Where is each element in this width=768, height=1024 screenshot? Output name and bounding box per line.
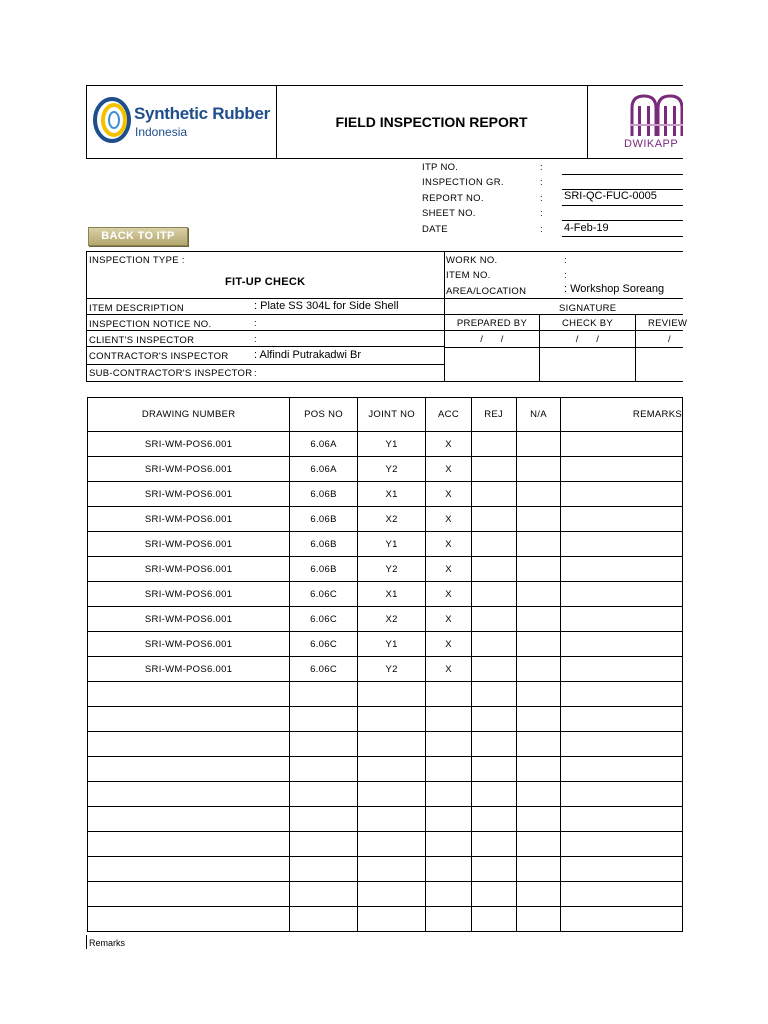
cell-joint-no: X2 bbox=[357, 507, 426, 532]
cell-rej bbox=[471, 682, 516, 707]
inspection-notice-label: INSPECTION NOTICE NO. bbox=[89, 319, 212, 330]
contractor-inspector-value: : Alfindi Putrakadwi Br bbox=[254, 349, 361, 361]
cell-pos-no: 6.06C bbox=[290, 632, 358, 657]
cell-drawing-number bbox=[88, 682, 290, 707]
table-row bbox=[88, 682, 683, 707]
cell-na bbox=[516, 707, 561, 732]
cell-remarks bbox=[561, 632, 683, 657]
cell-rej bbox=[471, 557, 516, 582]
cell-joint-no: X2 bbox=[357, 607, 426, 632]
cell-remarks bbox=[561, 682, 683, 707]
cell-acc: X bbox=[426, 457, 471, 482]
cell-joint-no bbox=[357, 732, 426, 757]
cell-rej bbox=[471, 532, 516, 557]
col-drawing-number: DRAWING NUMBER bbox=[88, 398, 290, 432]
cell-joint-no: Y1 bbox=[357, 432, 426, 457]
cell-na bbox=[516, 782, 561, 807]
cell-pos-no bbox=[290, 707, 358, 732]
inspection-type-value: FIT-UP CHECK bbox=[225, 276, 306, 288]
cell-acc bbox=[426, 857, 471, 882]
cell-drawing-number: SRI-WM-POS6.001 bbox=[88, 457, 290, 482]
cell-remarks bbox=[561, 482, 683, 507]
cell-na bbox=[516, 757, 561, 782]
cell-remarks bbox=[561, 782, 683, 807]
work-no-value: : bbox=[564, 255, 567, 266]
cell-remarks bbox=[561, 607, 683, 632]
report-no-value: SRI-QC-FUC-0005 bbox=[564, 190, 657, 202]
cell-na bbox=[516, 682, 561, 707]
cell-na bbox=[516, 732, 561, 757]
cell-remarks bbox=[561, 757, 683, 782]
table-row bbox=[88, 757, 683, 782]
cell-na bbox=[516, 607, 561, 632]
table-row bbox=[88, 482, 683, 507]
cell-joint-no: Y2 bbox=[357, 657, 426, 682]
cell-na bbox=[516, 857, 561, 882]
cell-drawing-number: SRI-WM-POS6.001 bbox=[88, 632, 290, 657]
cell-pos-no: 6.06C bbox=[290, 657, 358, 682]
cell-pos-no: 6.06C bbox=[290, 607, 358, 632]
cell-pos-no bbox=[290, 907, 358, 932]
cell-na bbox=[516, 582, 561, 607]
cell-drawing-number bbox=[88, 882, 290, 907]
prepared-date: / / bbox=[480, 334, 504, 345]
cell-pos-no bbox=[290, 757, 358, 782]
cell-acc bbox=[426, 757, 471, 782]
cell-rej bbox=[471, 757, 516, 782]
cell-joint-no bbox=[357, 707, 426, 732]
sub-contractor-inspector-value: : bbox=[254, 368, 257, 379]
cell-rej bbox=[471, 482, 516, 507]
cell-acc: X bbox=[426, 482, 471, 507]
table-row bbox=[88, 882, 683, 907]
report-no-colon: : bbox=[540, 193, 543, 204]
cell-drawing-number: SRI-WM-POS6.001 bbox=[88, 582, 290, 607]
cell-drawing-number: SRI-WM-POS6.001 bbox=[88, 657, 290, 682]
cell-acc bbox=[426, 832, 471, 857]
col-na: N/A bbox=[516, 398, 561, 432]
cell-joint-no bbox=[357, 807, 426, 832]
cell-acc: X bbox=[426, 582, 471, 607]
sheet-no-colon: : bbox=[540, 208, 543, 219]
cell-drawing-number bbox=[88, 832, 290, 857]
cell-drawing-number bbox=[88, 707, 290, 732]
cell-pos-no: 6.06A bbox=[290, 457, 358, 482]
cell-remarks bbox=[561, 557, 683, 582]
cell-rej bbox=[471, 507, 516, 532]
cell-remarks bbox=[561, 882, 683, 907]
cell-acc: X bbox=[426, 432, 471, 457]
page-title: FIELD INSPECTION REPORT bbox=[335, 114, 528, 130]
cell-na bbox=[516, 532, 561, 557]
cell-drawing-number bbox=[88, 782, 290, 807]
cell-drawing-number: SRI-WM-POS6.001 bbox=[88, 507, 290, 532]
review-label: REVIEW bbox=[648, 318, 688, 329]
table-row bbox=[88, 582, 683, 607]
col-pos-no: POS NO bbox=[290, 398, 358, 432]
cell-acc: X bbox=[426, 557, 471, 582]
cell-joint-no bbox=[357, 682, 426, 707]
cell-acc: X bbox=[426, 657, 471, 682]
cell-acc bbox=[426, 682, 471, 707]
cell-remarks bbox=[561, 807, 683, 832]
cell-acc: X bbox=[426, 532, 471, 557]
logo-main-text: Synthetic Rubber bbox=[134, 104, 270, 123]
cell-na bbox=[516, 907, 561, 932]
cell-remarks bbox=[561, 907, 683, 932]
cell-acc bbox=[426, 907, 471, 932]
cell-remarks bbox=[561, 832, 683, 857]
client-inspector-value: : bbox=[254, 334, 257, 345]
remarks-footer-label: Remarks bbox=[89, 938, 126, 948]
cell-rej bbox=[471, 432, 516, 457]
table-row bbox=[88, 457, 683, 482]
cell-rej bbox=[471, 707, 516, 732]
cell-na bbox=[516, 632, 561, 657]
cell-joint-no bbox=[357, 782, 426, 807]
date-label: DATE bbox=[422, 224, 448, 235]
table-row bbox=[88, 807, 683, 832]
cell-rej bbox=[471, 457, 516, 482]
report-no-label: REPORT NO. bbox=[422, 193, 484, 204]
col-acc: ACC bbox=[426, 398, 471, 432]
cell-rej bbox=[471, 882, 516, 907]
cell-drawing-number: SRI-WM-POS6.001 bbox=[88, 607, 290, 632]
cell-drawing-number bbox=[88, 732, 290, 757]
cell-joint-no: X1 bbox=[357, 582, 426, 607]
review-date: / bbox=[668, 334, 671, 345]
itp-no-label: ITP NO. bbox=[422, 162, 459, 173]
cell-drawing-number bbox=[88, 757, 290, 782]
cell-acc bbox=[426, 882, 471, 907]
cell-na bbox=[516, 882, 561, 907]
back-to-itp-button[interactable]: BACK TO ITP bbox=[88, 227, 188, 246]
sheet-no-label: SHEET NO. bbox=[422, 208, 476, 219]
item-no-label: ITEM NO. bbox=[446, 270, 491, 281]
cell-pos-no: 6.06B bbox=[290, 507, 358, 532]
cell-remarks bbox=[561, 457, 683, 482]
cell-rej bbox=[471, 857, 516, 882]
cell-joint-no bbox=[357, 882, 426, 907]
dwikapp-text: DWIKAPP bbox=[624, 138, 679, 150]
client-inspector-label: CLIENT'S INSPECTOR bbox=[89, 335, 195, 346]
cell-joint-no: X1 bbox=[357, 482, 426, 507]
cell-joint-no: Y2 bbox=[357, 557, 426, 582]
cell-na bbox=[516, 807, 561, 832]
prepared-by-label: PREPARED BY bbox=[456, 318, 528, 329]
table-row bbox=[88, 507, 683, 532]
cell-rej bbox=[471, 907, 516, 932]
cell-rej bbox=[471, 632, 516, 657]
cell-na bbox=[516, 432, 561, 457]
table-row bbox=[88, 907, 683, 932]
cell-drawing-number: SRI-WM-POS6.001 bbox=[88, 532, 290, 557]
cell-pos-no bbox=[290, 782, 358, 807]
col-joint-no: JOINT NO bbox=[357, 398, 426, 432]
item-description-value: : Plate SS 304L for Side Shell bbox=[254, 300, 399, 312]
cell-pos-no bbox=[290, 857, 358, 882]
cell-joint-no: Y1 bbox=[357, 632, 426, 657]
table-row bbox=[88, 857, 683, 882]
cell-rej bbox=[471, 732, 516, 757]
cell-pos-no: 6.06B bbox=[290, 532, 358, 557]
cell-remarks bbox=[561, 582, 683, 607]
cell-acc: X bbox=[426, 507, 471, 532]
table-row bbox=[88, 607, 683, 632]
table-row bbox=[88, 782, 683, 807]
cell-drawing-number: SRI-WM-POS6.001 bbox=[88, 432, 290, 457]
table-row bbox=[88, 707, 683, 732]
cell-na bbox=[516, 557, 561, 582]
cell-na bbox=[516, 832, 561, 857]
cell-pos-no bbox=[290, 882, 358, 907]
itp-no-colon: : bbox=[540, 162, 543, 173]
cell-drawing-number bbox=[88, 807, 290, 832]
cell-acc bbox=[426, 732, 471, 757]
date-value: 4-Feb-19 bbox=[564, 222, 609, 234]
cell-remarks bbox=[561, 857, 683, 882]
cell-pos-no bbox=[290, 682, 358, 707]
cell-remarks bbox=[561, 532, 683, 557]
area-location-label: AREA/LOCATION bbox=[446, 286, 527, 297]
cell-acc bbox=[426, 707, 471, 732]
cell-na bbox=[516, 457, 561, 482]
cell-joint-no bbox=[357, 907, 426, 932]
inspection-gr-label: INSPECTION GR. bbox=[422, 177, 504, 188]
sub-contractor-inspector-label: SUB-CONTRACTOR'S INSPECTOR bbox=[89, 368, 253, 379]
inspection-notice-value: : bbox=[254, 318, 257, 329]
cell-rej bbox=[471, 832, 516, 857]
inspection-gr-colon: : bbox=[540, 177, 543, 188]
table-row bbox=[88, 657, 683, 682]
cell-drawing-number: SRI-WM-POS6.001 bbox=[88, 482, 290, 507]
cell-remarks bbox=[561, 732, 683, 757]
cell-remarks bbox=[561, 432, 683, 457]
item-description-label: ITEM DESCRIPTION bbox=[89, 303, 185, 314]
cell-pos-no bbox=[290, 807, 358, 832]
cell-joint-no: Y1 bbox=[357, 532, 426, 557]
cell-na bbox=[516, 482, 561, 507]
check-by-label: CHECK BY bbox=[562, 318, 613, 329]
cell-pos-no: 6.06A bbox=[290, 432, 358, 457]
cell-rej bbox=[471, 782, 516, 807]
table-row bbox=[88, 732, 683, 757]
table-row bbox=[88, 532, 683, 557]
area-location-value: : Workshop Soreang bbox=[564, 283, 665, 295]
cell-acc: X bbox=[426, 607, 471, 632]
cell-drawing-number bbox=[88, 857, 290, 882]
cell-pos-no: 6.06C bbox=[290, 582, 358, 607]
cell-joint-no: Y2 bbox=[357, 457, 426, 482]
cell-na bbox=[516, 657, 561, 682]
table-row bbox=[88, 632, 683, 657]
cell-pos-no bbox=[290, 732, 358, 757]
cell-acc: X bbox=[426, 632, 471, 657]
cell-remarks bbox=[561, 707, 683, 732]
col-rej: REJ bbox=[471, 398, 516, 432]
cell-pos-no: 6.06B bbox=[290, 482, 358, 507]
cell-pos-no bbox=[290, 832, 358, 857]
cell-acc bbox=[426, 782, 471, 807]
cell-drawing-number: SRI-WM-POS6.001 bbox=[88, 557, 290, 582]
cell-pos-no: 6.06B bbox=[290, 557, 358, 582]
cell-joint-no bbox=[357, 832, 426, 857]
table-row bbox=[88, 557, 683, 582]
cell-rej bbox=[471, 657, 516, 682]
cell-na bbox=[516, 507, 561, 532]
inspection-type-label: INSPECTION TYPE : bbox=[89, 255, 185, 266]
contractor-inspector-label: CONTRACTOR'S INSPECTOR bbox=[89, 351, 229, 362]
cell-acc bbox=[426, 807, 471, 832]
inspection-table bbox=[87, 397, 683, 932]
cell-drawing-number bbox=[88, 907, 290, 932]
cell-rej bbox=[471, 607, 516, 632]
table-row bbox=[88, 432, 683, 457]
date-colon: : bbox=[540, 224, 543, 235]
logo-sub-text: Indonesia bbox=[135, 125, 188, 139]
cell-joint-no bbox=[357, 757, 426, 782]
table-header-row bbox=[88, 398, 683, 432]
cell-remarks bbox=[561, 657, 683, 682]
cell-remarks bbox=[561, 507, 683, 532]
cell-rej bbox=[471, 807, 516, 832]
check-date: / / bbox=[575, 334, 600, 345]
cell-joint-no bbox=[357, 857, 426, 882]
item-no-value: : bbox=[564, 270, 567, 281]
cell-rej bbox=[471, 582, 516, 607]
work-no-label: WORK NO. bbox=[446, 255, 498, 266]
col-remarks: REMARKS bbox=[561, 398, 683, 432]
signature-title: SIGNATURE bbox=[559, 303, 617, 314]
table-row bbox=[88, 832, 683, 857]
